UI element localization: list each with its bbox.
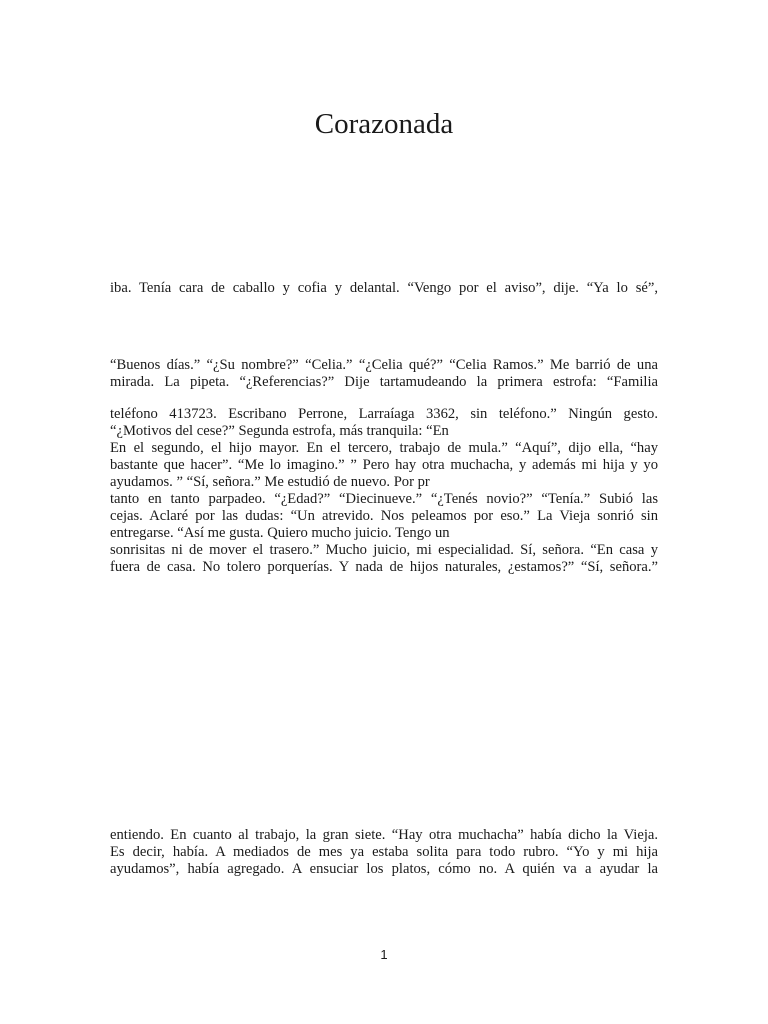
text-line: sonrisitas ni de mover el trasero.” Mucho juicio, mi especialidad. Sí, señora. “En casa y <box>110 542 658 558</box>
text-line: fuera de casa. No tolero porquerías. Y nada de hijos naturales, ¿estamos?” “Sí, señora.” <box>110 559 658 575</box>
text-line: tanto en tanto parpadeo. “¿Edad?” “Diecinueve.” “¿Tenés novio?” “Tenía.” Subió las <box>110 491 658 507</box>
text-line: cejas. Aclaré por las dudas: “Un atrevido. Nos peleamos por eso.” La Vieja sonrió sin <box>110 508 658 524</box>
text-line: ayudamos. ” “Sí, señora.” Me estudió de nuevo. Por pr <box>110 474 430 490</box>
text-line: “¿Motivos del cese?” Segunda estrofa, más tranquila: “En <box>110 423 449 439</box>
text-line: ayudamos”, había agregado. A ensuciar los platos, cómo no. A quién va a ayudar la <box>110 861 658 877</box>
text-line: En el segundo, el hijo mayor. En el tercero, trabajo de mula.” “Aquí”, dijo ella, “hay <box>110 440 658 456</box>
text-line: bastante que hacer”. “Me lo imagino.” ” Pero hay otra muchacha, y además mi hija y yo <box>110 457 658 473</box>
text-line: “Buenos días.” “¿Su nombre?” “Celia.” “¿Celia qué?” “Celia Ramos.” Me barrió de una <box>110 357 658 373</box>
text-line: Es decir, había. A mediados de mes ya estaba solita para todo rubro. “Yo y mi hija <box>110 844 658 860</box>
text-line: entregarse. “Así me gusta. Quiero mucho juicio. Tengo un <box>110 525 450 541</box>
page-title: Corazonada <box>314 108 454 140</box>
text-line: iba. Tenía cara de caballo y cofia y delantal. “Vengo por el aviso”, dije. “Ya lo sé”, <box>110 280 658 296</box>
text-line: mirada. La pipeta. “¿Referencias?” Dije tartamudeando la primera estrofa: “Familia <box>110 374 658 390</box>
text-line: teléfono 413723. Escribano Perrone, Larraíaga 3362, sin teléfono.” Ningún gesto. <box>110 406 658 422</box>
text-line: entiendo. En cuanto al trabajo, la gran siete. “Hay otra muchacha” había dicho la Vieja. <box>110 827 658 843</box>
page-number: 1 <box>380 947 388 962</box>
